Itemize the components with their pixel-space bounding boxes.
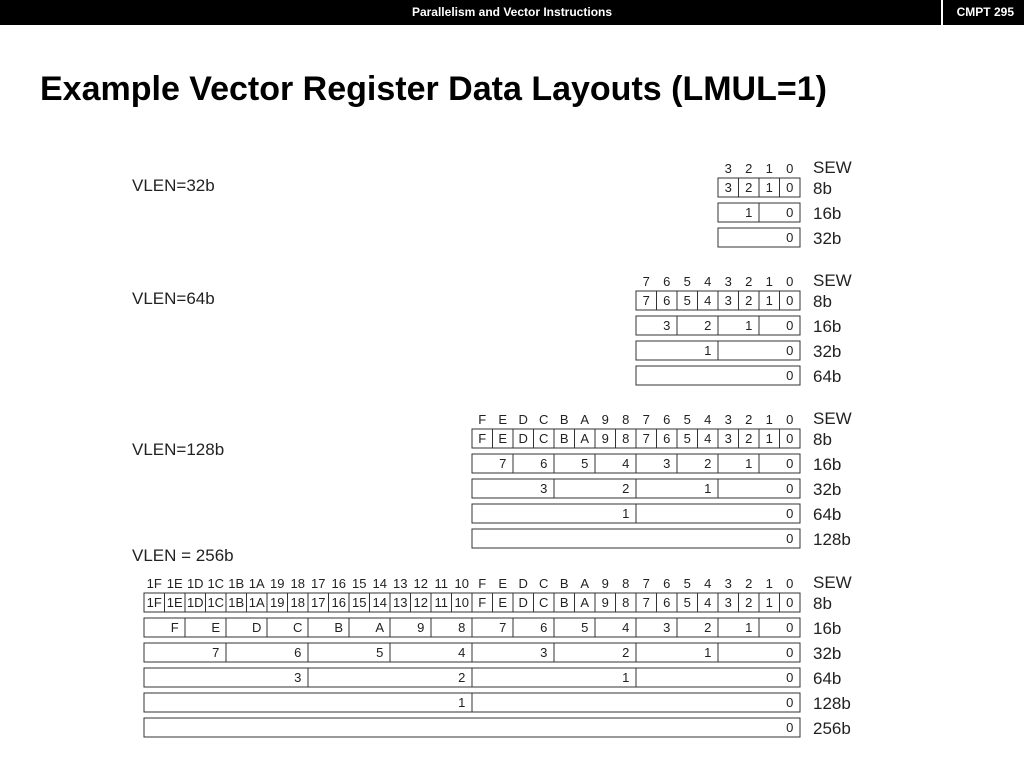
element-index: 1E — [166, 595, 183, 610]
element-index: 2 — [622, 481, 630, 496]
index-header-label: D — [518, 412, 528, 427]
element-index: 0 — [786, 456, 794, 471]
element-index: 0 — [786, 506, 794, 521]
element-index: 0 — [786, 205, 794, 220]
element-index: 1 — [458, 695, 466, 710]
sew-label-32b: 32b — [813, 342, 842, 361]
element-index: 8 — [622, 431, 630, 446]
course-label: CMPT 295 — [956, 5, 1014, 19]
element-index: 5 — [581, 456, 589, 471]
element-index: 3 — [663, 318, 671, 333]
element-index: 15 — [352, 595, 367, 610]
deck-title: Parallelism and Vector Instructions — [411, 5, 613, 19]
element-index: 10 — [454, 595, 469, 610]
element-index: E — [498, 595, 508, 610]
element-index: 1 — [765, 293, 773, 308]
index-header-label: 6 — [663, 412, 671, 427]
element-index: F — [170, 620, 179, 635]
element-index: 0 — [786, 431, 794, 446]
index-header-label: B — [559, 576, 569, 591]
index-header-label: 4 — [704, 576, 712, 591]
element-index: 18 — [290, 595, 305, 610]
element-index: 2 — [704, 318, 712, 333]
index-header-label: 4 — [704, 412, 712, 427]
element-index: 1 — [704, 645, 712, 660]
index-header-label: 2 — [745, 412, 753, 427]
element-index: 6 — [663, 293, 671, 308]
element-index: 1B — [228, 595, 245, 610]
element-index: E — [211, 620, 221, 635]
element-index: 7 — [499, 456, 507, 471]
element-index: 5 — [683, 595, 691, 610]
vlen-label-2: VLEN=128b — [132, 440, 225, 459]
element-index: 6 — [540, 456, 548, 471]
element-index: 1 — [622, 506, 630, 521]
index-header-label: E — [498, 412, 508, 427]
element-index: 5 — [683, 431, 691, 446]
element-index: 16 — [331, 595, 346, 610]
element-index: 0 — [786, 720, 794, 735]
index-header-label: D — [518, 576, 528, 591]
element-index: 0 — [786, 595, 794, 610]
element-index: C — [539, 595, 549, 610]
element-index: D — [252, 620, 262, 635]
index-header-label: 1 — [765, 412, 773, 427]
element-index: 7 — [212, 645, 220, 660]
sew-label-16b: 16b — [813, 619, 842, 638]
element-index: F — [478, 595, 487, 610]
element-index: 9 — [601, 431, 609, 446]
element-index: 17 — [311, 595, 326, 610]
register-row-outline — [636, 366, 800, 385]
element-index: 2 — [745, 293, 753, 308]
element-index: 4 — [704, 431, 712, 446]
index-header-label: 19 — [270, 576, 285, 591]
index-header-label: 8 — [622, 576, 630, 591]
slide-title: Example Vector Register Data Layouts (LMUL=1) — [40, 70, 827, 108]
index-header-label: 1D — [186, 576, 204, 591]
index-header-label: 1B — [228, 576, 245, 591]
index-header-label: 6 — [663, 274, 671, 289]
element-index: 2 — [704, 620, 712, 635]
sew-label-64b: 64b — [813, 367, 842, 386]
register-row-outline — [472, 529, 800, 548]
index-header-label: A — [580, 412, 590, 427]
index-header-label: 7 — [642, 576, 650, 591]
element-index: 2 — [704, 456, 712, 471]
element-index: 6 — [294, 645, 302, 660]
element-index: A — [375, 620, 385, 635]
index-header-label: 8 — [622, 412, 630, 427]
element-index: A — [580, 595, 590, 610]
index-header-label: 1 — [765, 161, 773, 176]
index-header-label: 2 — [745, 576, 753, 591]
element-index: 0 — [786, 645, 794, 660]
element-index: 6 — [663, 431, 671, 446]
element-index: B — [559, 431, 569, 446]
element-index: 1 — [745, 318, 753, 333]
element-index: 0 — [786, 670, 794, 685]
element-index: 1 — [745, 620, 753, 635]
element-index: 7 — [642, 431, 650, 446]
sew-label-16b: 16b — [813, 455, 842, 474]
index-header-label: E — [498, 576, 508, 591]
index-header-label: 2 — [745, 274, 753, 289]
index-header-label: 1 — [765, 274, 773, 289]
index-header-label: 16 — [331, 576, 346, 591]
element-index: 0 — [786, 293, 794, 308]
element-index: 3 — [663, 456, 671, 471]
index-header-label: 11 — [434, 576, 448, 591]
element-index: 3 — [724, 293, 732, 308]
element-index: 0 — [786, 230, 794, 245]
vlen-label-1: VLEN=64b — [132, 289, 215, 308]
vlen-label-3: VLEN = 256b — [132, 546, 234, 565]
element-index: 1 — [622, 670, 630, 685]
element-index: 0 — [786, 368, 794, 383]
element-index: 0 — [786, 695, 794, 710]
element-index: 0 — [786, 180, 794, 195]
sew-label-64b: 64b — [813, 669, 842, 688]
element-index: 12 — [413, 595, 428, 610]
element-index: 0 — [786, 318, 794, 333]
element-index: 9 — [417, 620, 425, 635]
element-index: 0 — [786, 620, 794, 635]
index-header-label: 5 — [683, 576, 691, 591]
element-index: 2 — [745, 180, 753, 195]
index-header-label: 9 — [601, 412, 609, 427]
sew-label-16b: 16b — [813, 204, 842, 223]
element-index: 0 — [786, 531, 794, 546]
element-index: 7 — [642, 293, 650, 308]
element-index: 2 — [458, 670, 466, 685]
element-index: 0 — [786, 343, 794, 358]
element-index: B — [559, 595, 569, 610]
sew-header: SEW — [813, 573, 852, 592]
element-index: D — [518, 431, 528, 446]
index-header-label: B — [559, 412, 569, 427]
element-index: 4 — [622, 620, 630, 635]
index-header-label: 6 — [663, 576, 671, 591]
index-header-label: 0 — [786, 412, 794, 427]
element-index: 1 — [765, 595, 773, 610]
sew-label-32b: 32b — [813, 480, 842, 499]
index-header-label: 17 — [311, 576, 326, 591]
register-row-outline — [144, 718, 800, 737]
sew-label-32b: 32b — [813, 644, 842, 663]
index-header-label: 3 — [724, 161, 732, 176]
sew-label-128b: 128b — [813, 694, 851, 713]
sew-label-8b: 8b — [813, 179, 832, 198]
element-index: 0 — [786, 481, 794, 496]
element-index: 1 — [745, 205, 753, 220]
element-index: 3 — [724, 180, 732, 195]
element-index: D — [518, 595, 528, 610]
index-header-label: 4 — [704, 274, 712, 289]
element-index: 3 — [294, 670, 302, 685]
element-index: 4 — [622, 456, 630, 471]
element-index: 11 — [434, 595, 448, 610]
index-header-label: 10 — [454, 576, 469, 591]
index-header-label: 0 — [786, 576, 794, 591]
element-index: 1D — [186, 595, 204, 610]
element-index: 3 — [724, 431, 732, 446]
sew-label-8b: 8b — [813, 430, 832, 449]
vlen-label-0: VLEN=32b — [132, 176, 215, 195]
element-index: 5 — [376, 645, 384, 660]
element-index: 1F — [146, 595, 162, 610]
index-header-label: 3 — [724, 274, 732, 289]
element-index: 3 — [540, 481, 548, 496]
element-index: 3 — [724, 595, 732, 610]
index-header-label: 3 — [724, 412, 732, 427]
element-index: 6 — [540, 620, 548, 635]
sew-header: SEW — [813, 158, 852, 177]
sew-label-8b: 8b — [813, 594, 832, 613]
element-index: 1A — [248, 595, 265, 610]
index-header-label: 3 — [724, 576, 732, 591]
element-index: 14 — [372, 595, 387, 610]
sew-label-16b: 16b — [813, 317, 842, 336]
element-index: 3 — [663, 620, 671, 635]
element-index: 1 — [704, 343, 712, 358]
element-index: 7 — [499, 620, 507, 635]
element-index: 2 — [622, 645, 630, 660]
sew-label-32b: 32b — [813, 229, 842, 248]
element-index: 1C — [207, 595, 225, 610]
index-header-label: 12 — [413, 576, 428, 591]
sew-label-128b: 128b — [813, 530, 851, 549]
index-header-label: C — [539, 576, 549, 591]
index-header-label: 0 — [786, 274, 794, 289]
element-index: 4 — [704, 293, 712, 308]
index-header-label: 7 — [642, 412, 650, 427]
index-header-label: C — [539, 412, 549, 427]
element-index: B — [334, 620, 344, 635]
element-index: 1 — [765, 431, 773, 446]
index-header-label: 7 — [642, 274, 650, 289]
element-index: 5 — [581, 620, 589, 635]
element-index: 4 — [704, 595, 712, 610]
index-header-label: 1C — [207, 576, 225, 591]
element-index: 8 — [622, 595, 630, 610]
element-index: C — [293, 620, 303, 635]
element-index: 1 — [704, 481, 712, 496]
sew-label-256b: 256b — [813, 719, 851, 738]
element-index: 7 — [642, 595, 650, 610]
element-index: C — [539, 431, 549, 446]
element-index: 3 — [540, 645, 548, 660]
element-index: F — [478, 431, 487, 446]
sew-header: SEW — [813, 409, 852, 428]
index-header-label: 15 — [352, 576, 367, 591]
element-index: 8 — [458, 620, 466, 635]
element-index: 2 — [745, 431, 753, 446]
index-header-label: 5 — [683, 274, 691, 289]
element-index: 4 — [458, 645, 466, 660]
index-header-label: F — [478, 412, 487, 427]
index-header-label: 1E — [166, 576, 183, 591]
index-header-label: 1 — [765, 576, 773, 591]
index-header-label: 9 — [601, 576, 609, 591]
index-header-label: 1F — [146, 576, 162, 591]
index-header-label: 1A — [248, 576, 265, 591]
index-header-label: F — [478, 576, 487, 591]
index-header-label: 18 — [290, 576, 305, 591]
element-index: 1 — [765, 180, 773, 195]
element-index: 2 — [745, 595, 753, 610]
element-index: 6 — [663, 595, 671, 610]
index-header-label: 0 — [786, 161, 794, 176]
element-index: E — [498, 431, 508, 446]
index-header-label: 14 — [372, 576, 387, 591]
element-index: 13 — [393, 595, 408, 610]
element-index: 19 — [270, 595, 285, 610]
element-index: 1 — [745, 456, 753, 471]
index-header-label: 5 — [683, 412, 691, 427]
element-index: A — [580, 431, 590, 446]
sew-label-8b: 8b — [813, 292, 832, 311]
index-header-label: 2 — [745, 161, 753, 176]
element-index: 5 — [683, 293, 691, 308]
index-header-label: 13 — [393, 576, 408, 591]
element-index: 9 — [601, 595, 609, 610]
index-header-label: A — [580, 576, 590, 591]
sew-header: SEW — [813, 271, 852, 290]
sew-label-64b: 64b — [813, 505, 842, 524]
